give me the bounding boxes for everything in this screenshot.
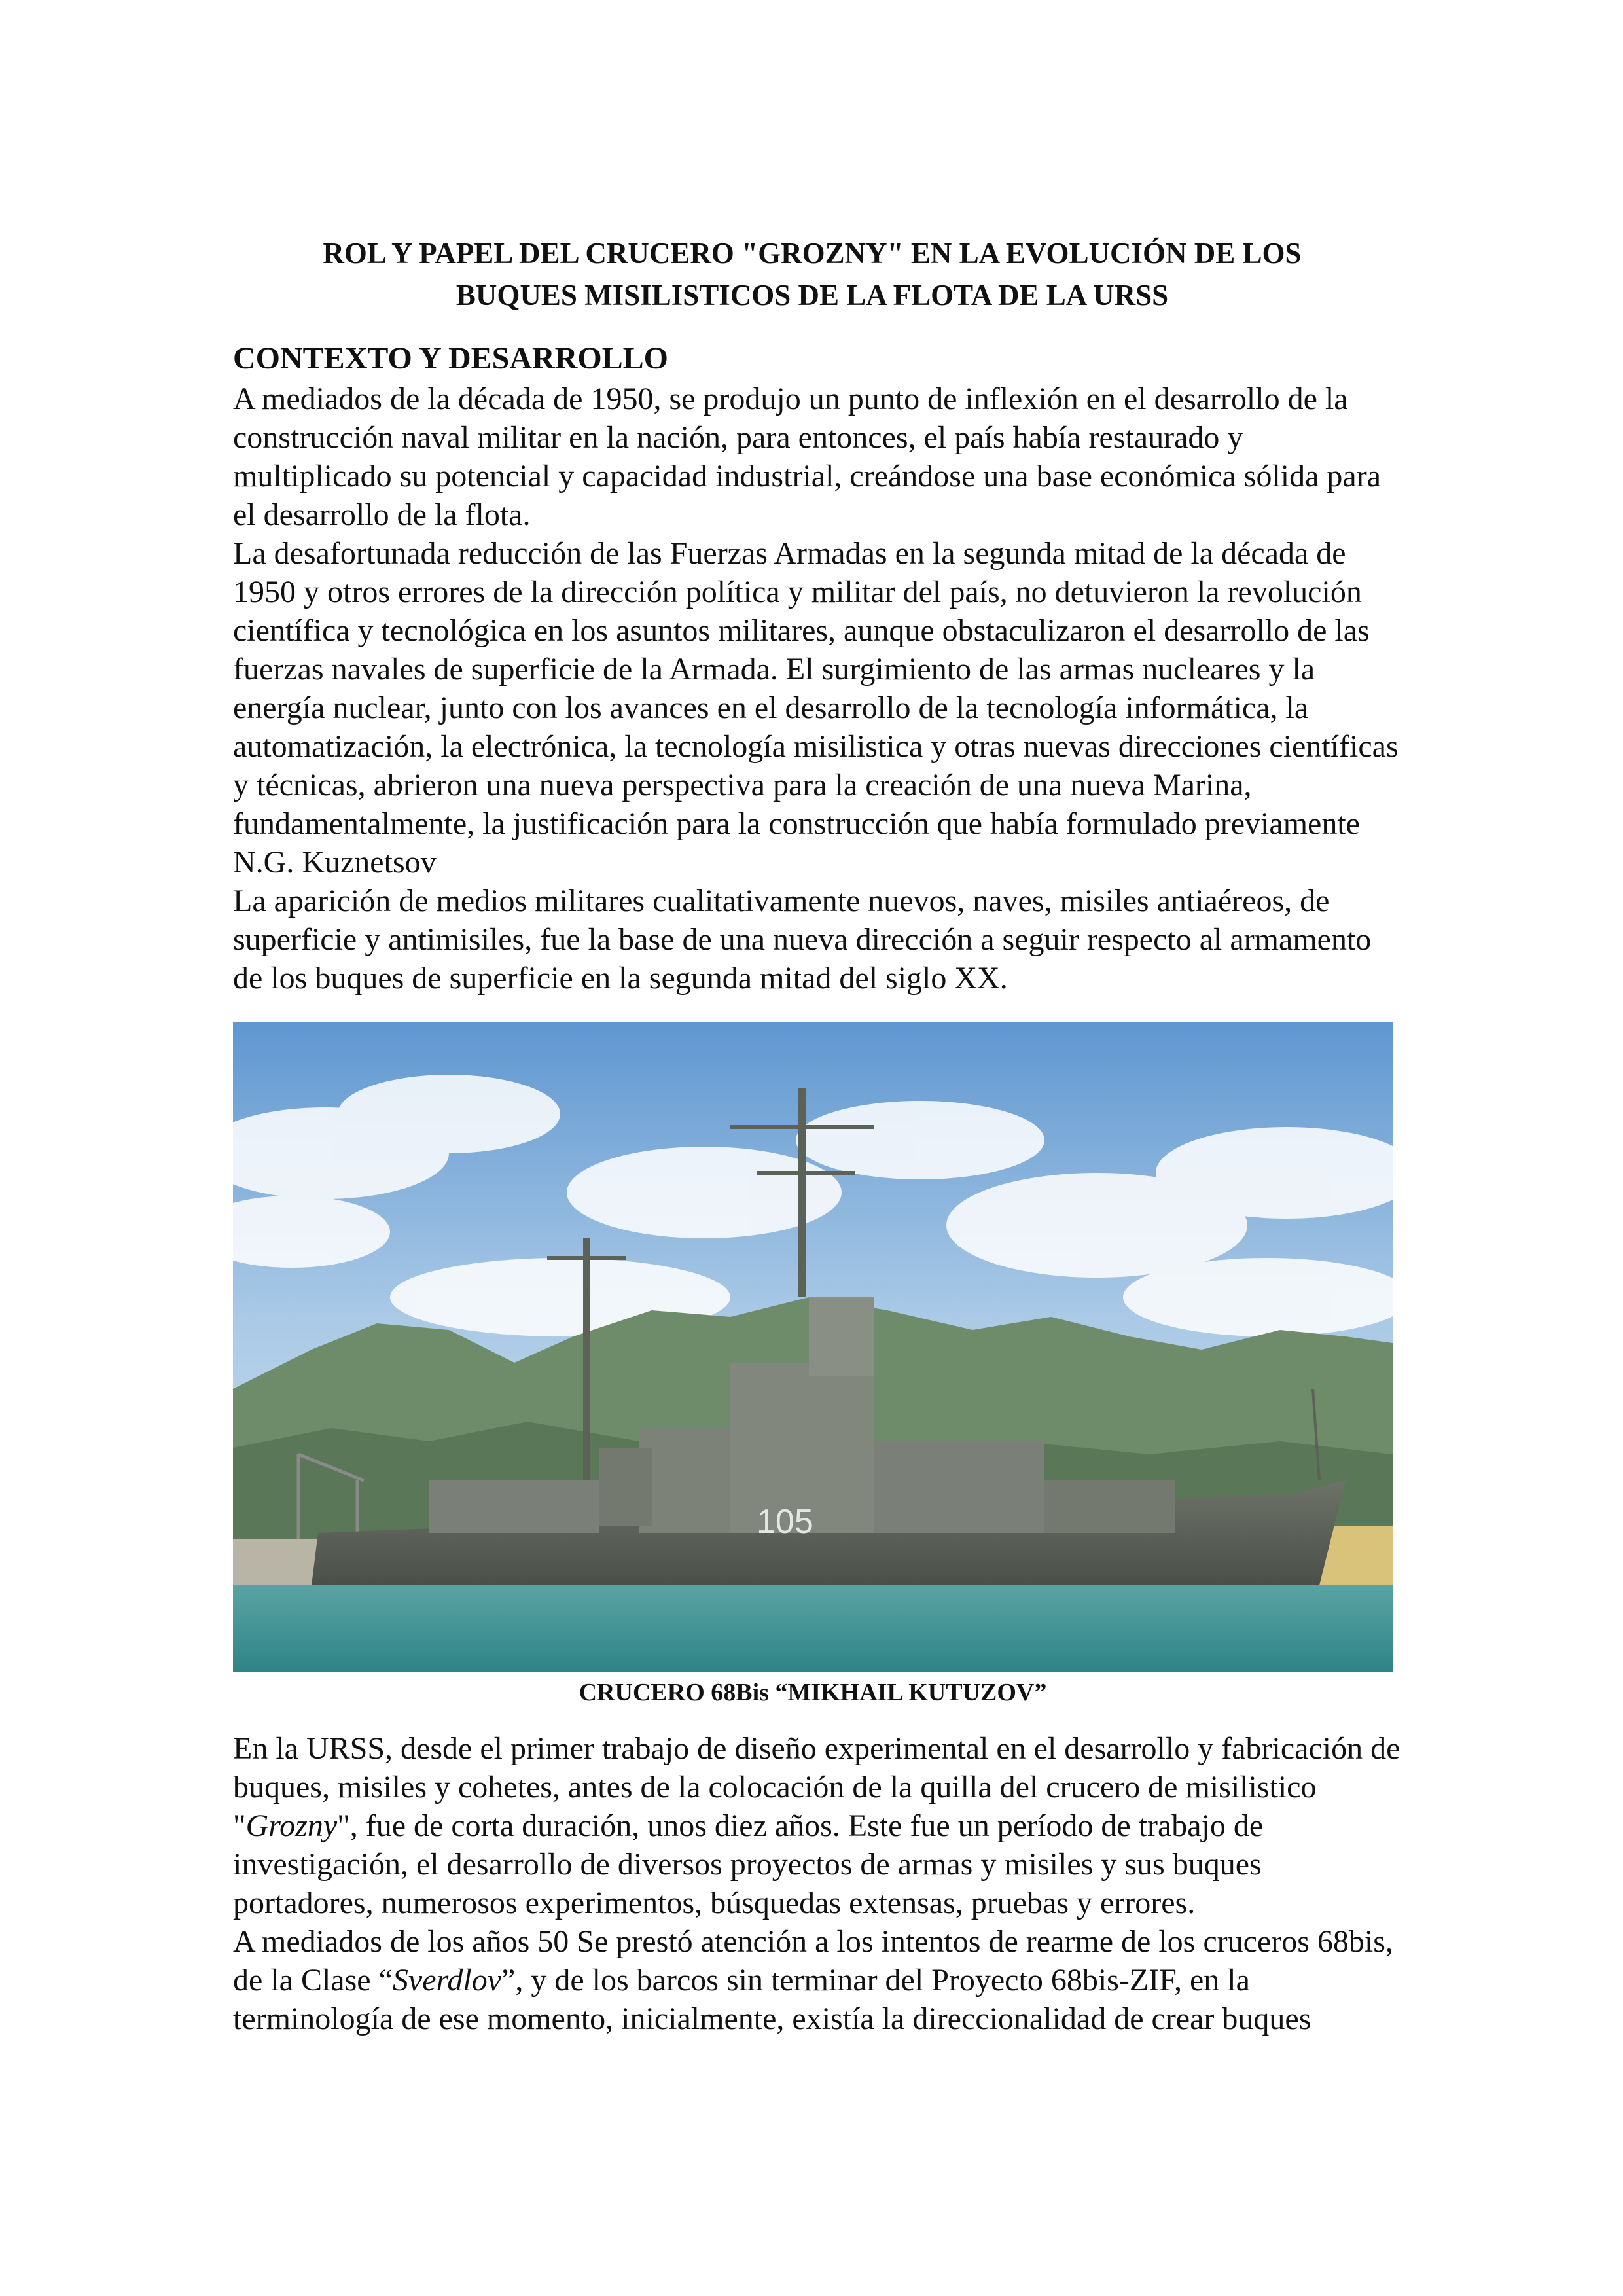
sea — [233, 1585, 1393, 1672]
title-line-1: ROL Y PAPEL DEL CRUCERO "GROZNY" EN LA EVOLUCIÓN DE LOS — [323, 237, 1302, 270]
body-text-history — [233, 1729, 1404, 2038]
body-text-intro — [233, 380, 1404, 997]
paragraph: A mediados de la década de 1950, se produjo un punto de inflexión en el desarrollo de la construcción naval militar en la nación, para entonces, el país había restaurado y multiplicado su potencial y capacidad industrial, creándose una base económica sólida para el desarrollo de la flota. — [233, 382, 1382, 532]
cruiser-photo — [233, 1022, 1393, 1672]
paragraph: La desafortunada reducción de las Fuerzas Armadas en la segunda mitad de la década de 1950 y otros errores de la dirección política y militar del país, no detuvieron la revolución científica y tecnológica en los asuntos militares, aunque obstaculizaron el desarrollo de las fuerzas navales de superficie de la Armada. El surgimiento de las armas nucleares y la energía nuclear, junto con los avances en el desarrollo de la tecnología informática, la automatización, la electrónica, la tecnología misilistica y otras nuevas direcciones científicas y técnicas, abrieron una nueva perspectiva para la creación de una nueva Marina, fundamentalmente, la justificación para la construcción que había formulado previamente N.G. Kuznetsov — [233, 536, 1399, 880]
ship-name-grozny: Grozny — [245, 1808, 338, 1843]
paragraph — [233, 1729, 1404, 1922]
paragraph — [233, 1922, 1404, 2038]
paragraph: La aparición de medios militares cualitativamente nuevos, naves, misiles antiaéreos, de superficie y antimisiles, fue la base de una nueva dirección a seguir respecto al armamento de los buques de superficie en la segunda mitad del siglo XX. — [233, 884, 1372, 996]
text-run: ", fue de corta duración, unos diez años. Este fue un período de trabajo de investigación, el desarrollo de diversos proyectos de armas y misiles y sus buques portadores, numerosos experimentos, búsquedas extensas, pruebas y errores. — [233, 1808, 1264, 1920]
class-name-sverdlov: Sverdlov — [392, 1963, 502, 1998]
document-title — [233, 232, 1391, 316]
title-line-2: BUQUES MISILISTICOS DE LA FLOTA DE LA URSS — [455, 279, 1169, 312]
text-run: ”, y de los barcos sin terminar del Proyecto 68bis-ZIF, en la terminología de ese momento, inicialmente, existía la direccionalidad de crear buques — [233, 1963, 1311, 2036]
hull-number: 105 — [757, 1503, 813, 1541]
section-heading: CONTEXTO Y DESARROLLO — [233, 341, 669, 376]
text-run: En la URSS, desde el primer trabajo de diseño experimental en el desarrollo y fabricación de buques, misiles y cohetes, antes de la colocación de la quilla del crucero de misilistico " — [233, 1731, 1400, 1843]
text-run: A mediados de los años 50 Se prestó atención a los intentos de rearme de los cruceros 68bis, de la Clase “ — [233, 1924, 1393, 1998]
photo-caption: CRUCERO 68Bis “MIKHAIL KUTUZOV” — [579, 1679, 1047, 1706]
